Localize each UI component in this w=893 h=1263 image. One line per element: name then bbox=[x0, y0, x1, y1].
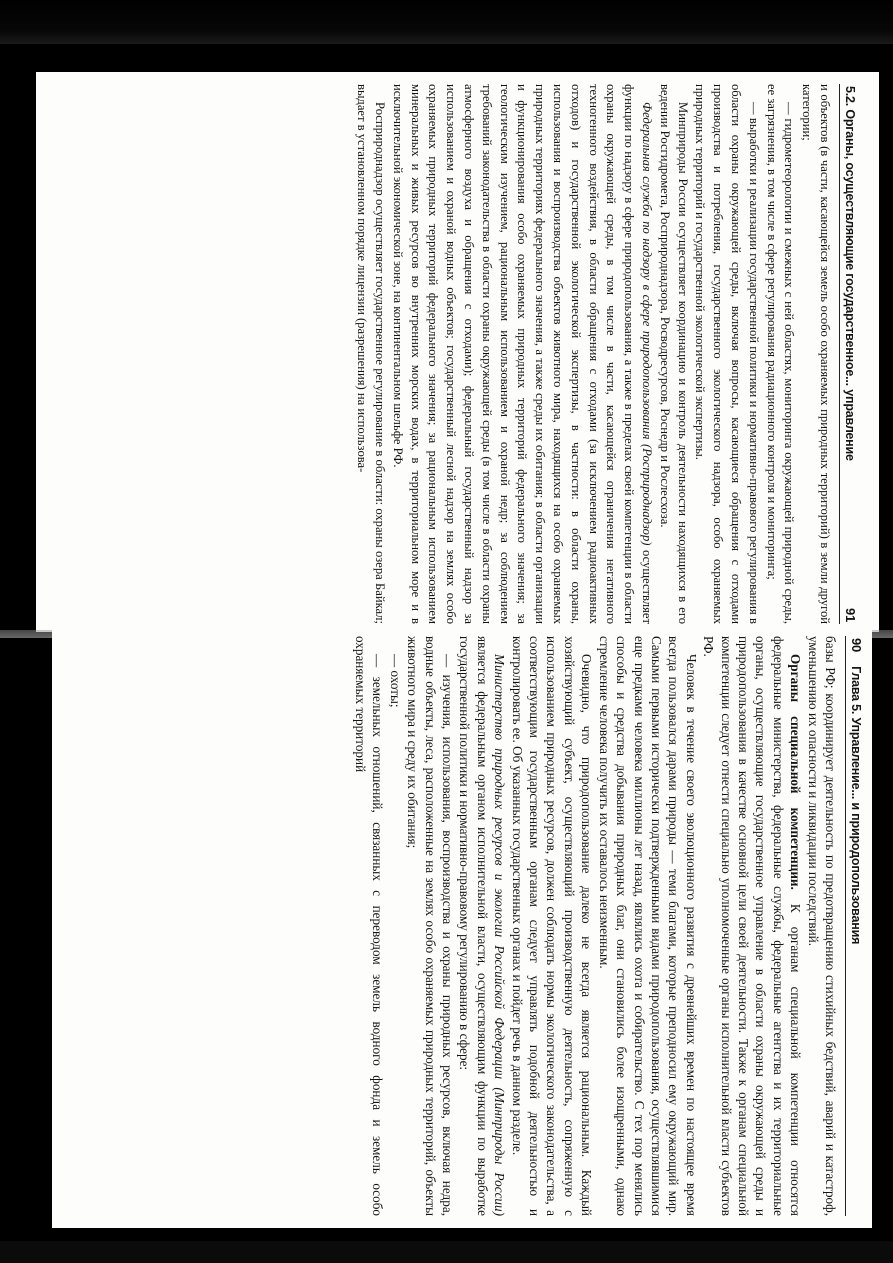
paragraph-continuation: осуществляет функции по надзору в сфере природопользования, а также в пределах своей компетенции в области охраны окружающей среды, в том числе в части, касающейся ограничения негативного техногенного воздействия, в области обращения с отходами (за исключением радиоактивных отходов) и государственной экологической экспертизы, в частности: в области охраны, использования и воспроизводства объектов животного мира, находящихся на особо охраняемых природных территориях федерального значения, а также среды их обитания; в области организации и функционирования особо охраняемых природных территорий федерального значения; за геологическим изучением, рациональным использованием и охраной недр; за соблюдением требований законодательства в области охраны окружающей среды (в том числе в области охраны атмосферного воздуха и обращения с отходами); федеральный государственный надзор за использованием и охраной водных объектов; государственный лесной надзор на землях особо охраняемых природных территорий федерального значения; за рациональным использованием минеральных и живых ресурсов во внутренних морских водах, в территориальном море и в исключительной экономической зоне, на континентальном шельфе РФ. bbox=[390, 84, 655, 625]
running-title-90: Глава 5. Управление... и природопользования bbox=[849, 666, 863, 945]
paragraph: — гидрометеорологии и смежных с ней областях, мониторинга окружающей природной среды, ее загрязнения, в том числе в сфере регулирования радиационного контроля и мониторинга; bbox=[764, 84, 797, 624]
italic-term-rosprirodnadzor: Федеральная служба по надзору в сфере природопользования (Росприроднадзор) bbox=[640, 102, 655, 546]
paragraph bbox=[456, 636, 508, 1216]
paragraph-continuation: является федеральным органом исполнительной власти, осуществляющим функции по выработке государственной политики и нормативно-правовому регулированию в сфере: bbox=[457, 636, 490, 1216]
page-number-91: 91 bbox=[843, 607, 858, 622]
page-90-content bbox=[64, 636, 864, 1216]
running-title-91: 5.2. Органы, осуществляющие государственное... управление bbox=[843, 86, 857, 461]
page-number-90: 90 bbox=[849, 638, 864, 653]
paragraph: Человек в течение своего эволюционного развития с древнейших времен по настоящее время всегда пользовался дарами природы — теми благами, которые преподносил ему окружающий мир. Самыми первыми исторически подтвержденными видами природопользования, осуществлявшимися еще предками человека миллионы лет назад, являлись охота и собирательство. С тех пор менялись способы и средства добывания природных благ, они становились более изощренными, однако стремление человека получить их оставалось неизменным. bbox=[596, 636, 699, 1216]
scan-edge-bottom bbox=[0, 1241, 893, 1263]
page-90-body bbox=[352, 636, 839, 1216]
italic-term-minprirody: Министерство природных ресурсов и экологии Российской Федерации (Минприроды России) bbox=[492, 654, 508, 1216]
paragraph bbox=[388, 84, 655, 624]
page-90 bbox=[52, 628, 872, 1228]
paragraph: — земельных отношений, связанных с переводом земель водного фонда и земель особо охраняемых территорий bbox=[353, 636, 386, 1216]
paragraph: Очевидно, что природопользование далеко не всегда является рациональным. Каждый хозяйствующий субъект, осуществляющий производственную деятельность, сопряженную с использованием природных ресурсов, должен соблюдать нормы экологического законодательства, а соответствующим государственным органам следует управлять подобной деятельностью и контролировать ее. Об указанных государственных органах и пойдет речь в данном разделе. bbox=[509, 636, 595, 1216]
paragraph-continuation: К органам специальной компетенции относятся федеральные министерства, федеральные службы, федеральные агентства и их территориальные органы, осуществляющие государственное управление в области охраны окружающей среды и природопользования в качестве основной цели своей деятельности. Также к органам специальной компетенции следует отнести специально уполномоченные органы исполнительной власти субъектов РФ. bbox=[701, 636, 804, 1216]
paragraph: и объектов (в части, касающейся земель особо охраняемых природных территорий) в земли другой категории; bbox=[800, 84, 832, 624]
page-91-body bbox=[352, 84, 833, 624]
paragraph: — изучения, использования, воспроизводства и охраны природных ресурсов, включая недра, водные объекты, леса, расположенные на землях особо охраняемых природных территорий, объекты животного мира и среду их обитания; bbox=[405, 636, 456, 1216]
bold-heading: Органы специальной компетенции. bbox=[788, 654, 804, 890]
paragraph: — выработки и реализации государственной политики и нормативно-правового регулирования в области охраны окружающей среды, включая вопросы, касающиеся обращения с отходами производства и потребления, государственного экологического надзора, особо охраняемых природных территорий и государственной экологической экспертизы. bbox=[693, 84, 761, 624]
paragraph: базы РФ; координирует деятельность по предотвращению стихийных бедствий, аварий и катастроф, уменьшению их опасности и ликвидации последствий. bbox=[805, 636, 838, 1216]
page-91 bbox=[36, 72, 879, 632]
running-head-91 bbox=[839, 84, 858, 624]
paragraph: Минприроды России осуществляет координацию и контроль деятельности находящихся в его ведении Росгидромета, Росприроднадзора, Росводресурсов, Роснедр и Рослесхоза. bbox=[657, 84, 690, 624]
paragraph: Росприроднадзор осуществляет государственное регулирование в области: охраны озера Байкал; выдает в установленном порядке лицензии (разрешения) на использова- bbox=[355, 84, 388, 624]
paragraph bbox=[700, 636, 804, 1216]
paragraph: — охоты; bbox=[387, 654, 403, 708]
scan-edge-top bbox=[0, 0, 893, 44]
running-head-90 bbox=[845, 636, 864, 1216]
page-91-content bbox=[58, 84, 858, 624]
